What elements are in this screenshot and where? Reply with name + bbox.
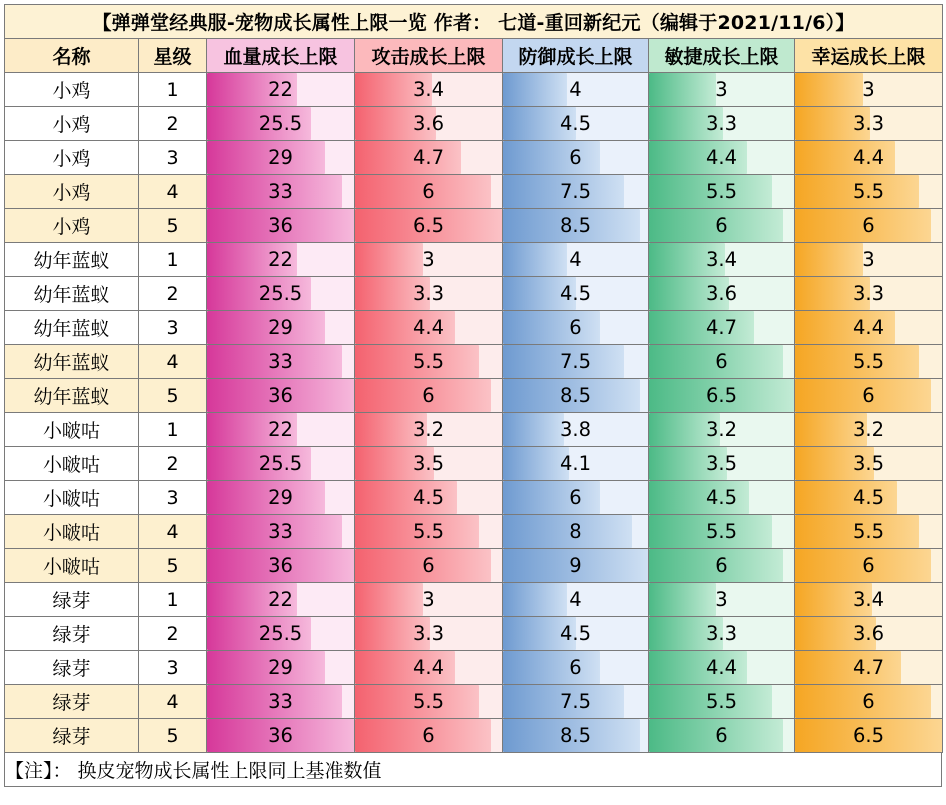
cell-value: 4.5 xyxy=(559,622,591,645)
cell-star-level: 1 xyxy=(139,413,207,447)
cell-star-level: 4 xyxy=(139,515,207,549)
cell-star-level: 2 xyxy=(139,107,207,141)
cell-hp-growth xyxy=(207,311,355,345)
cell-value: 6.5 xyxy=(412,214,444,237)
cell-value: 3.3 xyxy=(705,622,737,645)
cell-value: 8 xyxy=(569,520,582,543)
cell-def-growth xyxy=(503,209,649,243)
cell-pet-name: 幼年蓝蚁 xyxy=(5,379,139,413)
cell-value: 5.5 xyxy=(705,520,737,543)
header-row xyxy=(5,39,943,73)
cell-value: 3.5 xyxy=(412,452,444,475)
cell-agi-growth xyxy=(649,175,795,209)
table-row xyxy=(5,141,943,175)
table-row xyxy=(5,379,943,413)
cell-value: 6 xyxy=(422,180,435,203)
cell-value: 6.5 xyxy=(705,384,737,407)
cell-value: 3.2 xyxy=(705,418,737,441)
cell-hp-growth xyxy=(207,73,355,107)
cell-star-level: 2 xyxy=(139,617,207,651)
cell-value: 22 xyxy=(268,588,293,611)
cell-pet-name: 小啵咕 xyxy=(5,413,139,447)
cell-star-level: 3 xyxy=(139,311,207,345)
cell-def-growth xyxy=(503,277,649,311)
cell-pet-name: 幼年蓝蚁 xyxy=(5,243,139,277)
cell-value: 6 xyxy=(569,656,582,679)
cell-value: 36 xyxy=(268,724,293,747)
cell-atk-growth xyxy=(355,549,503,583)
table-row xyxy=(5,685,943,719)
cell-value: 29 xyxy=(268,486,293,509)
cell-value: 6 xyxy=(569,316,582,339)
cell-star-level: 3 xyxy=(139,141,207,175)
cell-value: 33 xyxy=(268,180,293,203)
cell-def-growth xyxy=(503,685,649,719)
cell-pet-name: 绿芽 xyxy=(5,651,139,685)
cell-value: 7.5 xyxy=(559,690,591,713)
footnote-text: 【注】： 换皮宠物成长属性上限同上基准数值 xyxy=(5,753,942,787)
cell-value: 4.5 xyxy=(559,112,591,135)
pet-growth-table xyxy=(4,4,943,753)
cell-value: 33 xyxy=(268,350,293,373)
cell-value: 4.4 xyxy=(412,316,444,339)
table-row xyxy=(5,107,943,141)
cell-value: 6 xyxy=(715,554,728,577)
cell-def-growth xyxy=(503,447,649,481)
cell-atk-growth xyxy=(355,447,503,481)
cell-hp-growth xyxy=(207,515,355,549)
header-agi: 敏捷成长上限 xyxy=(649,39,795,73)
cell-agi-growth xyxy=(649,345,795,379)
cell-hp-growth xyxy=(207,175,355,209)
cell-luk-growth xyxy=(795,515,943,549)
cell-value: 4.5 xyxy=(412,486,444,509)
cell-pet-name: 小鸡 xyxy=(5,73,139,107)
cell-pet-name: 绿芽 xyxy=(5,583,139,617)
table-row xyxy=(5,719,943,753)
cell-star-level: 4 xyxy=(139,175,207,209)
cell-hp-growth xyxy=(207,651,355,685)
cell-pet-name: 小鸡 xyxy=(5,175,139,209)
table-row xyxy=(5,277,943,311)
cell-def-growth xyxy=(503,345,649,379)
cell-star-level: 4 xyxy=(139,345,207,379)
cell-value: 29 xyxy=(268,656,293,679)
cell-value: 25.5 xyxy=(258,622,303,645)
cell-value: 25.5 xyxy=(258,112,303,135)
cell-agi-growth xyxy=(649,379,795,413)
cell-atk-growth xyxy=(355,277,503,311)
cell-pet-name: 幼年蓝蚁 xyxy=(5,277,139,311)
cell-agi-growth xyxy=(649,481,795,515)
cell-value: 4.1 xyxy=(559,452,591,475)
header-luk: 幸运成长上限 xyxy=(795,39,943,73)
cell-def-growth xyxy=(503,549,649,583)
cell-value: 3.3 xyxy=(853,112,885,135)
cell-hp-growth xyxy=(207,447,355,481)
cell-agi-growth xyxy=(649,107,795,141)
cell-value: 8.5 xyxy=(559,724,591,747)
table-row xyxy=(5,73,943,107)
cell-def-growth xyxy=(503,107,649,141)
footnote-row xyxy=(5,753,942,787)
cell-value: 3 xyxy=(715,588,728,611)
cell-def-growth xyxy=(503,141,649,175)
table-row xyxy=(5,413,943,447)
cell-value: 6 xyxy=(715,724,728,747)
cell-value: 6 xyxy=(422,384,435,407)
cell-value: 3 xyxy=(422,248,435,271)
cell-pet-name: 小啵咕 xyxy=(5,481,139,515)
cell-value: 4.7 xyxy=(412,146,444,169)
cell-star-level: 5 xyxy=(139,549,207,583)
cell-agi-growth xyxy=(649,209,795,243)
cell-value: 9 xyxy=(569,554,582,577)
cell-luk-growth xyxy=(795,175,943,209)
cell-pet-name: 小啵咕 xyxy=(5,549,139,583)
cell-pet-name: 小鸡 xyxy=(5,107,139,141)
cell-value: 5.5 xyxy=(412,350,444,373)
cell-def-growth xyxy=(503,617,649,651)
cell-value: 29 xyxy=(268,316,293,339)
cell-value: 3.8 xyxy=(559,418,591,441)
cell-pet-name: 绿芽 xyxy=(5,617,139,651)
cell-hp-growth xyxy=(207,685,355,719)
cell-pet-name: 小啵咕 xyxy=(5,515,139,549)
cell-atk-growth xyxy=(355,515,503,549)
cell-value: 3.4 xyxy=(705,248,737,271)
cell-star-level: 3 xyxy=(139,651,207,685)
cell-value: 5.5 xyxy=(853,520,885,543)
cell-value: 4.5 xyxy=(559,282,591,305)
cell-value: 3.3 xyxy=(412,282,444,305)
cell-value: 4 xyxy=(569,248,582,271)
cell-def-growth xyxy=(503,243,649,277)
cell-value: 4.7 xyxy=(705,316,737,339)
cell-agi-growth xyxy=(649,243,795,277)
cell-value: 22 xyxy=(268,418,293,441)
cell-luk-growth xyxy=(795,651,943,685)
cell-agi-growth xyxy=(649,73,795,107)
cell-value: 4.4 xyxy=(853,316,885,339)
cell-atk-growth xyxy=(355,379,503,413)
cell-agi-growth xyxy=(649,447,795,481)
header-def: 防御成长上限 xyxy=(503,39,649,73)
cell-value: 6 xyxy=(715,350,728,373)
cell-value: 6.5 xyxy=(853,724,885,747)
cell-def-growth xyxy=(503,73,649,107)
cell-agi-growth xyxy=(649,311,795,345)
cell-pet-name: 绿芽 xyxy=(5,685,139,719)
cell-agi-growth xyxy=(649,617,795,651)
cell-value: 7.5 xyxy=(559,350,591,373)
table-row xyxy=(5,243,943,277)
cell-hp-growth xyxy=(207,549,355,583)
cell-value: 6 xyxy=(715,214,728,237)
cell-atk-growth xyxy=(355,481,503,515)
cell-atk-growth xyxy=(355,175,503,209)
cell-value: 3.5 xyxy=(853,452,885,475)
cell-value: 6 xyxy=(862,214,875,237)
cell-luk-growth xyxy=(795,549,943,583)
cell-value: 25.5 xyxy=(258,452,303,475)
table-row xyxy=(5,175,943,209)
cell-value: 36 xyxy=(268,384,293,407)
cell-value: 7.5 xyxy=(559,180,591,203)
cell-def-growth xyxy=(503,651,649,685)
cell-value: 22 xyxy=(268,78,293,101)
cell-hp-growth xyxy=(207,413,355,447)
cell-value: 5.5 xyxy=(853,180,885,203)
cell-def-growth xyxy=(503,719,649,753)
cell-agi-growth xyxy=(649,413,795,447)
cell-pet-name: 幼年蓝蚁 xyxy=(5,311,139,345)
cell-value: 4 xyxy=(569,78,582,101)
cell-value: 6 xyxy=(862,554,875,577)
cell-pet-name: 绿芽 xyxy=(5,719,139,753)
cell-luk-growth xyxy=(795,73,943,107)
cell-value: 36 xyxy=(268,554,293,577)
cell-value: 6 xyxy=(569,486,582,509)
cell-value: 33 xyxy=(268,520,293,543)
cell-value: 4.5 xyxy=(705,486,737,509)
cell-value: 6 xyxy=(862,690,875,713)
cell-value: 3.3 xyxy=(705,112,737,135)
cell-pet-name: 小鸡 xyxy=(5,209,139,243)
cell-value: 4.4 xyxy=(705,656,737,679)
cell-value: 8.5 xyxy=(559,214,591,237)
cell-value: 6 xyxy=(862,384,875,407)
cell-luk-growth xyxy=(795,141,943,175)
cell-def-growth xyxy=(503,379,649,413)
cell-def-growth xyxy=(503,175,649,209)
cell-hp-growth xyxy=(207,107,355,141)
cell-value: 3.5 xyxy=(705,452,737,475)
cell-value: 3.2 xyxy=(853,418,885,441)
table-row xyxy=(5,311,943,345)
cell-value: 4 xyxy=(569,588,582,611)
cell-agi-growth xyxy=(649,549,795,583)
cell-value: 29 xyxy=(268,146,293,169)
cell-luk-growth xyxy=(795,447,943,481)
cell-agi-growth xyxy=(649,277,795,311)
cell-star-level: 3 xyxy=(139,481,207,515)
cell-atk-growth xyxy=(355,73,503,107)
cell-value: 4.5 xyxy=(853,486,885,509)
cell-value: 25.5 xyxy=(258,282,303,305)
cell-luk-growth xyxy=(795,107,943,141)
table-row xyxy=(5,209,943,243)
header-name: 名称 xyxy=(5,39,139,73)
cell-hp-growth xyxy=(207,617,355,651)
table-row xyxy=(5,651,943,685)
cell-agi-growth xyxy=(649,685,795,719)
cell-value: 3.6 xyxy=(853,622,885,645)
footnote-table xyxy=(4,752,942,787)
cell-value: 5.5 xyxy=(705,180,737,203)
table-row xyxy=(5,515,943,549)
cell-atk-growth xyxy=(355,651,503,685)
cell-hp-growth xyxy=(207,209,355,243)
cell-value: 3.6 xyxy=(412,112,444,135)
cell-luk-growth xyxy=(795,345,943,379)
cell-hp-growth xyxy=(207,583,355,617)
cell-atk-growth xyxy=(355,583,503,617)
cell-def-growth xyxy=(503,413,649,447)
table-title: 【弹弹堂经典服-宠物成长属性上限一览 作者： 七道-重回新纪元（编辑于2021/11/6）】 xyxy=(5,5,943,39)
cell-hp-growth xyxy=(207,719,355,753)
header-star: 星级 xyxy=(139,39,207,73)
cell-atk-growth xyxy=(355,209,503,243)
cell-value: 5.5 xyxy=(853,350,885,373)
cell-star-level: 4 xyxy=(139,685,207,719)
cell-value: 33 xyxy=(268,690,293,713)
cell-value: 4.4 xyxy=(853,146,885,169)
cell-star-level: 1 xyxy=(139,243,207,277)
cell-atk-growth xyxy=(355,719,503,753)
cell-def-growth xyxy=(503,311,649,345)
cell-hp-growth xyxy=(207,141,355,175)
cell-agi-growth xyxy=(649,583,795,617)
cell-value: 3.6 xyxy=(705,282,737,305)
cell-value: 4.4 xyxy=(412,656,444,679)
cell-star-level: 5 xyxy=(139,209,207,243)
cell-star-level: 2 xyxy=(139,447,207,481)
cell-value: 6 xyxy=(569,146,582,169)
cell-star-level: 2 xyxy=(139,277,207,311)
header-hp: 血量成长上限 xyxy=(207,39,355,73)
cell-value: 3 xyxy=(715,78,728,101)
cell-hp-growth xyxy=(207,481,355,515)
cell-hp-growth xyxy=(207,277,355,311)
header-atk: 攻击成长上限 xyxy=(355,39,503,73)
cell-star-level: 5 xyxy=(139,719,207,753)
cell-value: 22 xyxy=(268,248,293,271)
table-row xyxy=(5,447,943,481)
cell-value: 5.5 xyxy=(705,690,737,713)
cell-value: 4.7 xyxy=(853,656,885,679)
title-row xyxy=(5,5,943,39)
table-row xyxy=(5,549,943,583)
cell-star-level: 5 xyxy=(139,379,207,413)
table-row xyxy=(5,583,943,617)
cell-atk-growth xyxy=(355,311,503,345)
table-row xyxy=(5,481,943,515)
cell-luk-growth xyxy=(795,481,943,515)
cell-agi-growth xyxy=(649,719,795,753)
cell-def-growth xyxy=(503,515,649,549)
table-row xyxy=(5,345,943,379)
cell-value: 5.5 xyxy=(412,690,444,713)
cell-star-level: 1 xyxy=(139,73,207,107)
cell-value: 6 xyxy=(422,724,435,747)
cell-atk-growth xyxy=(355,617,503,651)
cell-luk-growth xyxy=(795,617,943,651)
cell-value: 5.5 xyxy=(412,520,444,543)
cell-luk-growth xyxy=(795,243,943,277)
cell-value: 6 xyxy=(422,554,435,577)
cell-luk-growth xyxy=(795,719,943,753)
cell-value: 3.4 xyxy=(853,588,885,611)
cell-hp-growth xyxy=(207,243,355,277)
table-row xyxy=(5,617,943,651)
cell-value: 4.4 xyxy=(705,146,737,169)
cell-luk-growth xyxy=(795,209,943,243)
cell-luk-growth xyxy=(795,379,943,413)
cell-value: 3.3 xyxy=(853,282,885,305)
cell-pet-name: 幼年蓝蚁 xyxy=(5,345,139,379)
cell-value: 3.4 xyxy=(412,78,444,101)
cell-atk-growth xyxy=(355,685,503,719)
cell-value: 3 xyxy=(862,248,875,271)
cell-atk-growth xyxy=(355,243,503,277)
cell-def-growth xyxy=(503,481,649,515)
cell-atk-growth xyxy=(355,413,503,447)
cell-atk-growth xyxy=(355,141,503,175)
cell-luk-growth xyxy=(795,685,943,719)
cell-agi-growth xyxy=(649,141,795,175)
cell-agi-growth xyxy=(649,651,795,685)
cell-hp-growth xyxy=(207,345,355,379)
cell-luk-growth xyxy=(795,311,943,345)
cell-agi-growth xyxy=(649,515,795,549)
cell-luk-growth xyxy=(795,277,943,311)
cell-star-level: 1 xyxy=(139,583,207,617)
cell-atk-growth xyxy=(355,345,503,379)
cell-value: 36 xyxy=(268,214,293,237)
cell-luk-growth xyxy=(795,413,943,447)
cell-hp-growth xyxy=(207,379,355,413)
cell-value: 3 xyxy=(862,78,875,101)
cell-luk-growth xyxy=(795,583,943,617)
cell-pet-name: 小啵咕 xyxy=(5,447,139,481)
cell-value: 3.2 xyxy=(412,418,444,441)
cell-def-growth xyxy=(503,583,649,617)
cell-atk-growth xyxy=(355,107,503,141)
cell-value: 3 xyxy=(422,588,435,611)
cell-pet-name: 小鸡 xyxy=(5,141,139,175)
cell-value: 8.5 xyxy=(559,384,591,407)
cell-value: 3.3 xyxy=(412,622,444,645)
